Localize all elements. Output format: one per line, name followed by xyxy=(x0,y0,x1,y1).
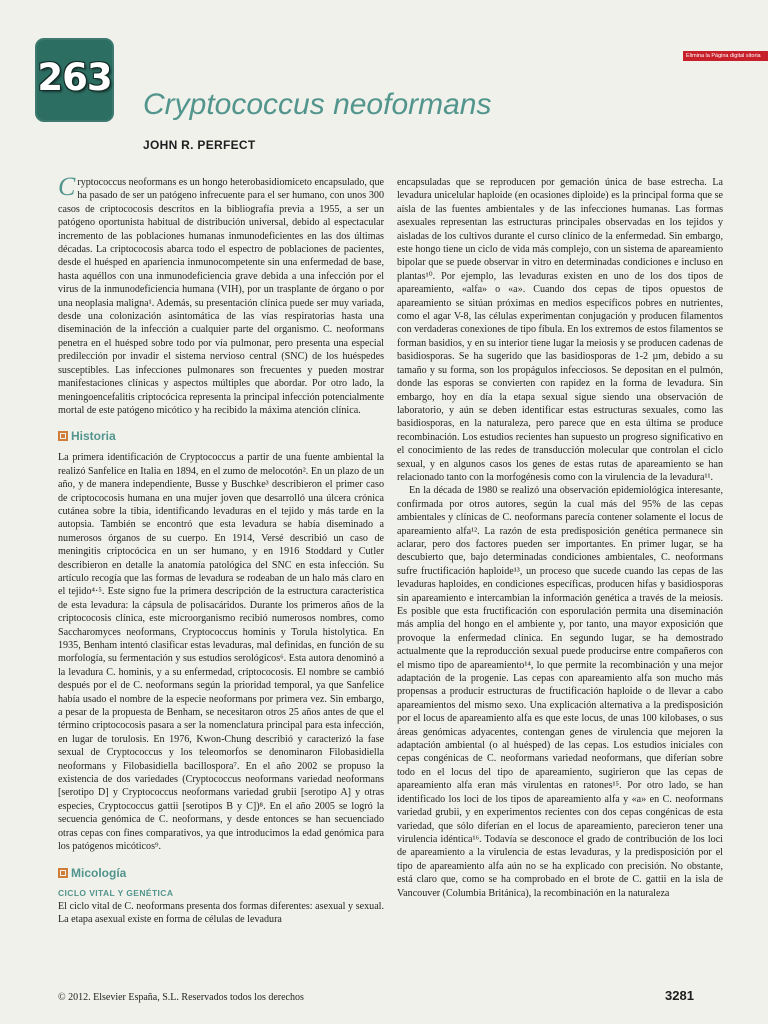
right-column xyxy=(397,176,723,900)
body-paragraph: encapsuladas que se reproducen por gemación única de base estrecha. La levadura unicelular haploide (en ocasiones diploide) es la principal forma que se aísla de las fuentes ambientales y de las infecciones humanas. Las formas asexuales representan las estructuras principales observadas en los tejidos y aisladas de los cultivos durante el curso clínico de la enfermedad. Sin embargo, este hongo tiene un ciclo de vida más complejo, con un sistema de apareamiento bipolar que se puede observar in vitro en determinadas condiciones e incluso en plantas¹⁰. Por ejemplo, las levaduras existen en uno de los dos tipos de apareamiento, «alfa» o «a». Cuando dos cepas de tipos opuestos de apareamiento se sitúan próximas en medios específicos pobres en nutrientes, como el agar V-8, las células experimentan conjugación y producen filamentos con verdaderas conexiones de tipo fíbula. En los extremos de estos filamentos se forman basidios, y en su interior tiene lugar la meiosis y se producen cadenas de basidiosporas. Se ha sugerido que las basidiosporas de 1-2 µm, debido a su tamaño y su forma, son los propágulos infecciosos. Se depositan en el pulmón, donde las esporas se convierten con rapidez en la forma de levadura. Sin embargo, hoy en día la etapa sexual sigue siendo una observación de laboratorio, y aún se deben identificar estas estructuras sexuales, como las basidiosporas, en la naturaleza, pero parece que en esta última se produce recombinación. Los estudios recientes han supuesto un progreso significativo en el conocimiento de las redes de transducción molecular que controlan el ciclo sexual, y en algunos casos los genes de estas rutas de apareamiento se han relacionado tanto con la morfogénesis como con la virulencia de la levadura¹¹. xyxy=(397,177,723,483)
intro-paragraph xyxy=(58,172,384,417)
section-heading-micologia xyxy=(58,866,384,880)
page-tag: Elimina la Página digital sitoria xyxy=(683,51,768,61)
copyright-notice: © 2012. Elsevier España, S.L. Reservados todos los derechos xyxy=(58,992,304,1003)
section-heading-label: Micología xyxy=(71,865,127,880)
body-paragraph: En la década de 1980 se realizó una observación epidemiológica interesante, confirmada por otros autores, según la cual más del 95% de las cepas ambientales y clínicas de C. neoformans parecía contener solamente el locus de apareamiento alfa¹². La razón de esta predisposición genética permanece sin aclarar, pero dos factores pueden ser importantes. En primer lugar, se ha descubierto que, bajo determinadas condiciones ambientales, C. neoformans sufre fructificación haploide¹³, un proceso que sucede cuando las cepas de las levaduras haploides, en condiciones específicas, producen hifas y basidiosporas sin apareamiento e intercambian la información genética a través de la meiosis. Es posible que esta fructificación con esporulación permita una diseminación más amplia del hongo en el ambiente y, por tanto, una mayor exposición que provoque la enfermedad clínica. En segundo lugar, se ha demostrado actualmente que la reproducción sexual puede producirse entre compañeros con el mismo tipo de apareamiento¹⁴, lo que permite la recombinación y una mejor adaptación de la progenie. Las cepas con apareamiento alfa son mucho más propensas a producir estructuras de fructificación haploide o de llevar a cabo apareamientos del mismo sexo. Una explicación alternativa a la predisposición por el locus de apareamiento alfa es que este locus, de unas 100 kilobases, o sus áreas genómicas adyacentes, contengan genes de virulencia que mejoren la adaptación ambiental (o al huésped) de las cepas. Los estudios iniciales con cepas congénicas de C. neoformans variedad neoformans, que diferían sobre todo en el locus del tipo de apareamiento, sugirieron que las cepas de apareamiento alfa eran más virulentas en ratones¹⁵. Por otro lado, se han identificado los loci de los tipos de apareamiento alfa y «a» en C. neoformans variedad grubii, y en experimentos recientes con dos cepas congénicas de esta variedad, que sólo diferían en el locus de apareamiento, parecieron tener una virulencia idéntica¹⁶. Todavía se desconoce el grado de contribución de los loci de apareamiento a la virulencia de estas levaduras, y la predisposición por el tipo de apareamiento alfa aún no se ha explicado con precisión. No obstante, está claro que, como se ha comprobado en el brote de C. gattii en la isla de Vancouver (Columbia Británica), la recombinación en la naturaleza xyxy=(397,485,723,899)
section-icon xyxy=(58,431,68,441)
section-icon xyxy=(58,868,68,878)
page-number: 3281 xyxy=(665,988,694,1003)
page-title: Cryptococcus neoformans xyxy=(143,88,492,121)
chapter-badge xyxy=(35,38,114,122)
micologia-paragraph: El ciclo vital de C. neoformans presenta dos formas diferentes: asexual y sexual. La etapa asexual existe en forma de células de levadura xyxy=(58,900,384,925)
intro-text: ryptococcus neoformans es un hongo heterobasidiomiceto encapsulado, que ha pasado de ser un patógeno infrecuente para el ser humano, con unos 300 casos de criptococosis descritos en la bibliografía previa a 1955, a ser un patógeno oportunista habitual de distribución universal, debido al espectacular incremento de las poblaciones humanas inmunodeficientes en las dos últimas décadas. La criptococosis abarca todo el espectro de poblaciones de pacientes, desde el huésped en apariencia inmunocompetente sin una enfermedad de base, hasta aquéllos con una inmunodeficiencia grave debida a una infección por el virus de la inmunodeficiencia humana (VIH), por un trasplante de órgano o por una neoplasia maligna¹. Además, su presentación clínica puede ser muy variada, desde una colonización asintomática de las vías respiratorias hasta una diseminación de la infección a cualquier parte del organismo. C. neoformans penetra en el huésped sobre todo por vía pulmonar, pero presenta una especial predilección por invadir el sistema nervioso central (SNC) de los huéspedes susceptibles. Las infecciones pulmonares son frecuentes y pueden mostrar manifestaciones clínicas y aspectos múltiples que abordar. Por otro lado, la meningoencefalitis criptocócica representa la principal infección potencialmente mortal de este patógeno micótico y ha recibido la máxima atención clínica. xyxy=(58,177,384,416)
left-column xyxy=(58,172,384,926)
author-name: JOHN R. PERFECT xyxy=(143,138,256,152)
historia-paragraph: La primera identificación de Cryptococcus a partir de una fuente ambiental la realizó Sanfelice en Italia en 1894, en el zumo de melocotón². En un plazo de un año, y de manera independiente, Busse y Buschke³ describieron el primer caso de criptococosis humana en una mujer joven que desarrolló una úlcera crónica cutánea sobre la tibia, identificando levaduras en el tejido y más tarde en la autopsia. También se encontró que esta levadura se había diseminado a numerosos órganos de su cuerpo. En 1914, Versé describió un caso de meningitis criptocócica en un ser humano, y en 1916 Stoddard y Cutler describieron en detalle la anatomía patológica del SNC en esta infección. Su artículo recogía que las formas de levadura se rodeaban de un halo más claro en el tejido⁴·⁵. Este signo fue la primera descripción de la estructura característica de esta levadura: la cápsula de polisacáridos. Durante los primeros años de la criptococosis clínica, este microorganismo recibió numerosos nombres, como Saccharomyces neoformans, Cryptococcus hominis y Torula histolytica. En 1935, Benham intentó clasificar estas levaduras, mal definidas, en función de su morfología, su fermentación y sus estudios serológicos⁶. Esta autora denominó a la levadura C. hominis, y a su enfermedad, criptococosis. El nombre se cambió después por el de C. neoformans según la prioridad temporal, ya que Sanfelice había usado el nombre de la especie neoformans por primera vez. Sin embargo, a pesar de la propuesta de Benham, se necesitaron otros 25 años antes de que el término criptococosis pasara a ser la nomenclatura principal para esta infección, en lugar de torulosis. En 1976, Kwon-Chung describió y caracterizó la fase sexual de Cryptococcus y los teleomorfos se denominaron Filobasidiella neoformans y Filobasidiella bacillospora⁷. En el año 2002 se propuso la existencia de dos variedades (Cryptococcus neoformans variedad neoformans [serotipo D] y Cryptococcus neoformans variedad grubii [serotipo A] y otras especies, Cryptococcus gattii [serotipos B y C])⁸. En el año 2005 se logró la secuencia genómica de C. neoformans, y desde entonces se han secuenciado otras cepas con fines comparativos, ya que introducimos la edad genómica para los patógenos micóticos⁹. xyxy=(58,452,384,853)
section-heading-label: Historia xyxy=(71,429,116,444)
subsection-heading: CICLO VITAL Y GENÉTICA xyxy=(58,887,174,898)
drop-cap: C xyxy=(58,172,76,201)
section-heading-historia xyxy=(58,429,384,443)
chapter-number: 263 xyxy=(37,56,112,99)
